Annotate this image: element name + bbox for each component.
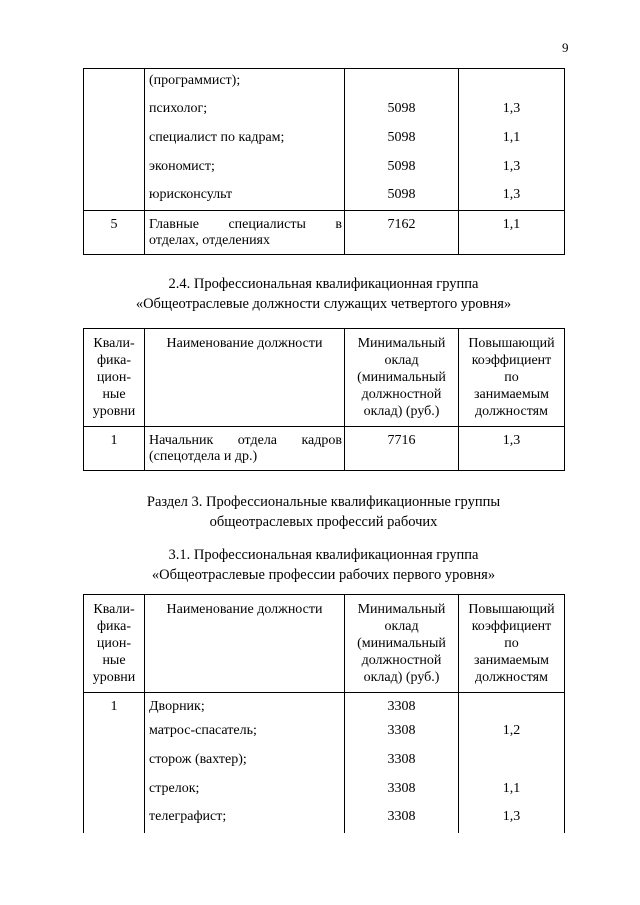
table-row: экономист; 5098 1,3	[84, 159, 565, 187]
header-salary: Минимальный оклад (минимальный должностной оклад) (руб.)	[345, 595, 459, 693]
section-3-heading: Раздел 3. Профессиональные квалификационные группы общеотраслевых профессий рабочих	[146, 494, 501, 530]
table-row: специалист по кадрам; 5098 1,1	[84, 130, 565, 159]
table-row: 1 Начальник отдела кадров (спецотдела и др.) 7716 1,3	[84, 427, 565, 471]
table-group-3-1	[83, 594, 565, 833]
table-row: юрисконсульт 5098 1,3	[84, 187, 565, 211]
page-number: 9	[562, 40, 569, 55]
table-row: 5 Главные специалисты в отделах, отделениях 7162 1,1	[84, 211, 565, 255]
table-header-row	[84, 329, 565, 427]
table-group-2-4	[83, 328, 565, 471]
heading-2-4: 2.4. Профессиональная квалификационная группа «Общеотраслевые должности служащих четвертого уровня»	[135, 276, 512, 312]
header-level: Квали- фика- цион- ные уровни	[84, 329, 145, 427]
table-row: сторож (вахтер); 3308	[84, 752, 565, 781]
table-row: матрос-спасатель; 3308 1,2	[84, 723, 565, 752]
table-row: (программист);	[84, 69, 565, 101]
header-coef: Повышающий коэффициент по занимаемым должностям	[459, 595, 565, 693]
table-row: 1 Дворник; 3308	[84, 693, 565, 723]
table-continued	[83, 68, 565, 255]
table-header-row	[84, 595, 565, 693]
name-line: Начальник отдела кадров	[149, 433, 342, 448]
name-line: отделах, отделениях	[149, 233, 270, 248]
heading-3-1: 3.1. Профессиональная квалификационная группа «Общеотраслевые профессии рабочих первого уровня»	[151, 547, 496, 583]
name-line: (спецотдела и др.)	[149, 449, 258, 464]
table-row: психолог; 5098 1,3	[84, 101, 565, 130]
table-row: телеграфист; 3308 1,3	[84, 809, 565, 833]
header-coef: Повышающий коэффициент по занимаемым должностям	[459, 329, 565, 427]
header-salary: Минимальный оклад (минимальный должностной оклад) (руб.)	[345, 329, 459, 427]
header-level: Квали- фика- цион- ные уровни	[84, 595, 145, 693]
header-name: Наименование должности	[145, 595, 345, 693]
table-row: стрелок; 3308 1,1	[84, 781, 565, 809]
name-line: Главные специалисты в	[149, 217, 342, 232]
header-name: Наименование должности	[145, 329, 345, 427]
